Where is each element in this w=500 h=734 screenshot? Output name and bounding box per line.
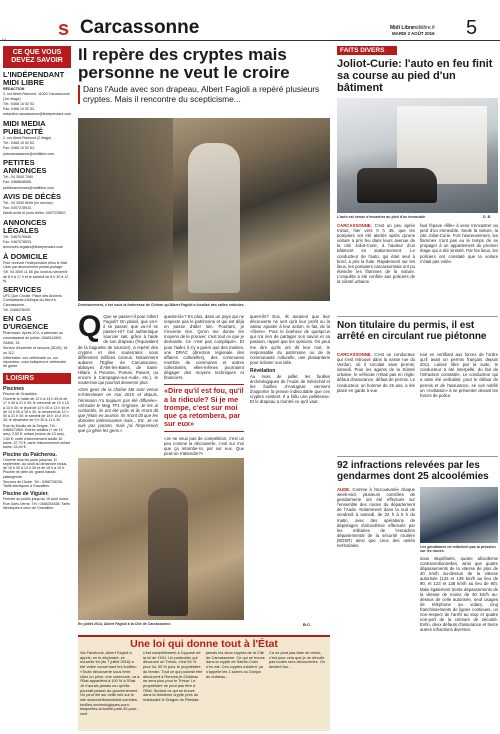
page-header [0,0,500,42]
fire-body-col-2: faut l'épave «fille» à venir s'encastrer au pied d'un immeuble. Seule la voiture, la cité Joliot-Curie. Fort heureusement, les flammes n'ont pas eu le temps de se propager à un appartement du premier étage qui a été sinistré. Par les lieux, les policiers ont constaté que la voiture n'était pas volée. [420,223,498,264]
sidebar-block-title: ANNONCES LÉGALES [3,217,47,235]
gendarmes-body-text: Comme à l'accoutumée chaque week-end, plusieurs contrôles de gendarmerie ont été effectués sur l'ensemble des routes du département de l'Aude. Notamment dans la nuit de vendredi à samedi, de 22 h à 5 h du matin, avec des opérations de dépistages d'alcoolémie effectués par les militaires de l'escadron départemental de la sécurité routière (EDSR) ainsi que ceux des unités territoriales. [337,487,415,549]
main-headline: Il repère des cryptes mais personne ne veut le croire [78,45,290,82]
paper-name: Midi Libre [390,25,414,31]
sidebar-block-line: Fax: 0467078933. [3,240,32,245]
sidebar-block-line: Fax: 0497378933. [3,206,32,211]
body-col-3 [250,314,330,405]
body-col-1 [78,310,158,434]
page-number: 5 [466,17,478,39]
sidebar-block-line: Fax: 0468 10 52 63. [3,146,35,151]
main-photo-caption: Dorénavement, c'est sous la forteresse de Chinon qu'Albert Fagioli a localisé des salles enfouies. [78,303,245,307]
box-col-3: jamais les deux cryptes de la Cité de Carcassonne. Ce qui se trouve dans la crypte de Sainte-Croix n'en est. Ces cryptes existent: ça s'appelle les 2 autres du Donjon au château... [206,650,265,679]
car-photo-credit: D. B. [483,215,492,219]
fire-body-lead: CARCASSONNE. [337,223,372,228]
gendarmes-body-col-1 [337,487,415,548]
fire-body-col-1 [337,223,415,284]
gendarmes-headline: 92 infractions relevées par les gendarmes dont 25 alcoolémies [337,460,489,483]
sidebar-block-title: EN CAS D'URGENCE [3,314,49,332]
loisirs-item-line: Rue Jules-Verne. Tél.: 0468251638. Tarifs identiques à ceux de Grazailles. [3,501,70,511]
sidebar-block-line: Pharmacie: Après 20 h, s'adresser au commissariat de police, 0468112800. [3,331,63,340]
sidebar-block-line: Service d'incendie et secours (SDIS): 18 ou 112. [3,346,68,355]
rule-1 [337,316,498,317]
body-col-3-text: quent-ils? Eux, ils auraient que leur découverte ne sert qu'à leur profit ou la valeur ajoutée à leur action, le fait, de la «fièvre». Pour le bonheur de quelqu'un qui n'a rien de partager son savoir et sa passion, rappel que les opinions. On peut me dire qu'ils ont dit leur mot, le responsable du patrimoine ou de la communauté culturelle, une plaisanterie pour éclairer son idée. [250,314,330,365]
body-col-1b-text: «Des gens de la chaîne M6 sont venus m'interviewer en mai 2015 et depuis, l'émission n'a toujours pas été diffusée». «Ensuite le Mag TF1 m'ignore. Je les ai contactés, ils ont été polis et ils m'ont dit que j'étais en avance. Ils m'ont dit que les données intéressantes mais... Etc. Je ne suis pas parano, mais j'ai l'impression que ça gêne les gens.» [78,387,158,434]
sidebar-block-line: redaction.carcassonne@lindependant.com [3,112,71,117]
sidebar-block-line: 2, rue Aimé-Ramond, 11000 Carcassonne (1er étage). [3,92,70,101]
loisirs-item-line: Ouverte le matin de 12 h à 13 h 45 et de 17 h 45 à 21 h 30; le mercredi de 10 h 15 à 13 h 30; le jeudi de 12 h 00 à 13 h 45 et de 14 h 00 à 18 h 30; le vendredi de 12 h 00 à 21 h 30; le samedi de 18 h 15 à 19 h 30; le dimanche de 9 h 30 à 11 h 30. [3,396,70,423]
info-sidebar [3,46,71,732]
sidebar-block-title: L'INDÉPENDANT MIDI LIBRE [3,70,65,87]
sidebar-block-line: 2, rue Aimé-Ramond (2 étage). [3,135,53,140]
rule-2 [337,456,498,457]
sidebar-block-line: Week-ends et jours fériés: 0497378807. [3,211,67,216]
sidebar-heading: CE QUE VOUS DEVEZ SAVOIR [3,46,71,68]
fire-body [337,223,498,313]
header-rule [0,40,500,41]
site-name: midilibre.fr [412,25,436,31]
photo2-figure [148,488,188,616]
pull-quote: «Dire qu'il est fou, qu'il a la ridicule? Si je me trompe, c'est sur moi que ça retombera, par sur eux» [164,384,244,431]
legal-box-title: Une loi qui donne tout à l'État [130,638,278,650]
permit-body [337,352,498,452]
sidebar-block-line: Tél.: 0468 10 52 52. [3,101,35,106]
sidebar-block-line: Fax: 0468848085. [3,180,32,185]
sidebar-block-line: Tél.: 0468 10 52 62. [3,141,35,146]
sidebar-block-title: PETITES ANNONCES [3,157,47,175]
drop-cap: Q [78,310,102,343]
car-wreck-shape [357,168,437,203]
sidebar-block-title: SERVICES [3,285,42,295]
sidebar-block-line: UFC Que Choisir: Place des Anciens Combattants d'Afrique-du-Nord à Carcassonne. [3,294,62,307]
sidebar-block-line: Fax: 0468 10 52 53. [3,107,35,112]
loisirs-item-title: Piscines [3,385,25,392]
loisirs-item-line: Secours de l'Aube. Tél.: 0468728236. Tarifs identiques à Grazailles. [3,480,63,489]
gendarmes-photo-caption: Les gendarmes ne relâchent pas la pression sur les routes. [420,545,496,554]
body-col-3b-text: Au mois de juillet, les fouilles archéologiques de l'Aude de Sénéchal et les fouilles d'Antugnac viennent d'apporter la preuve indiscutable que ces cryptes existent. Il a fallu une pelleteuse. Et le drapeau a montré ce qu'il vaut. [250,373,330,405]
permit-headline: Non titulaire du permis, il est arrêté en circulant rue piétonne [337,320,487,343]
main-photo [78,118,330,301]
body-col-1-text: Que se passe-t-il pour Albert Fagioli? On plaisir, que va-t-il se passer, que va-t-il se passer-t-il? Cet authentique sourcier sait, grâce à l'aide de son drapeau (l'équivalent de la baguette de sourcier), a repéré des cryptes et des souterrains sous différentes édifices connus. Notamment aubans: l'Eglise de Carcassonne, abbayes d'Alet-les-Bains, de Saint-Hilaire, à Pieusse, Pomas, Puivert, ou encore à Campagne-sur-Aude, etc.), le souterrain qui pourrait desservir plus. [78,314,158,386]
permit-body-col-1 [337,352,415,393]
photo-arch [78,118,173,301]
sidebar-block-line: Tél.: 04 3000 8008 (en service). [3,200,54,205]
loisirs-item-line: Rue du Moulin-de-la-Seigne. Tél.: 0468471860. Entrée adultes (+ de 13 ans), 2,50 €; enfant (moins de 13 ans), 1,60 €; carte d'abonnement adulte 30 bains, 47,70 €; carte d'abonnement enfant bains: 24,40 €. [3,423,71,450]
sidebar-block-line: Tél. 0468478430. [3,308,31,313]
permit-body-lead: CARCASSONNE. [337,352,372,357]
body-col-3-subhead: Révélation [250,367,276,374]
gendarmes-body-col-2: sous stupéfiants, quatre alcoolémie contraventionnelles, ainsi que quatre dépassements de la vitesse de plus de 40 km/h au-dessus de la vitesse autorisée (133 et 139 km/h au lieu de 90, et 123 et 138 km/h au lieu de 90). Mais également trente dépassements de la vitesse de moins de 40 km/h au-dessus de celle autorisée, neuf usages de téléphone au volant, cinq franchissements de lignes continues, un non-respect de l'arrêt au stop et quatre non-port de la ceinture de sécurité. Enfin, deux défauts d'assurance et treize autres infractions diverses. [420,556,498,633]
sidebar-block-title: MIDI MEDIA PUBLICITÉ [3,118,46,136]
main-article [78,46,330,732]
issue-date: MARDI 2 AOÛT 2016 [392,31,435,36]
loisirs-item-title: Piscine de Viguier. [3,490,49,497]
body-col-2-text: queste-là»? En plus, dans un pays qui ne respecte pas le patrimoine et qui est déjà en passe d'aller loin. Pourtant, je n'invente rien. Qu'on me donne les moyens de le prouver, c'est tout ce que je demande. Ce n'est pas compliqué». Et pour l'aider, il s'y a guère que des mairies, une DRAC (direction régionale des affaires culturelles), des communes membre de communes et autres collectivités, elles-mêmes pourraient dégager des moyens techniques et financiers. [164,314,244,381]
sidebar-block-line: Tél. 04 3000 11 66 (du lundi au vendredi de 8 h à 17 h et le samedi de 8 h 30 à 12 h). [3,270,69,283]
sidebar-block-line: Pour recevoir l'Indépendant et/ou le Midi Libre par abonnement postal-portage. [3,260,68,269]
sidebar-blocks [3,71,71,369]
sidebar-block-title: À DOMICILE [3,251,48,261]
gendarmes-photo [420,487,498,543]
legal-box [78,635,330,731]
loisirs-item-line: Fermée au public jusqu'au 15 août inclus. [3,496,70,501]
permit-body-col-2: tout en certifiant aux forces de l'ordre qu'il avait un permis français depuis 2011. Laissé libre par la suite, le conducteur a été interpellé, du fait de l'infraction constatée. Le conducteur qui a ainsi été verbalisé, pour le défaut de permis et de l'assurance, se voit notifié un «invitation» à se présenter devant les forces de police. [420,352,498,398]
section-name: Carcassonne [80,17,200,38]
sidebar-block-line: pubcarcassonne@midilibre.com [3,151,55,156]
car-photo-caption: L'auto est venue s'encastrer au pied d'un immeuble. [337,215,427,219]
sidebar-block-line: RÉDACTION [3,87,25,91]
body-col-2 [164,314,244,456]
box-col-2: c'est complètement à l'opposé de la loi de 1941. Un particulier qui découvre un Trésor, c'est 50 % pour lui, 50 % pour le propriétaire du terrain. Tout ce qui pourrait être découvert à Rennes-le-Château ne sera plus pour le Trésor. Le propriétaire ne peut pas être à l'Etat. Surtout ce qui se trouve dans la troisième crypte près du restaurant le Dragon de Rhedae. [143,650,203,703]
article-signature: B.C. [303,622,311,627]
loisirs-item-line: Piscine de Grazailles. [3,391,38,396]
main-body [78,310,330,630]
gendarmes-body [337,487,498,732]
car-fire-photo [337,98,498,213]
secondary-photo [78,458,244,620]
box-col-1: Via Facebook, Albert Fagioli a appris, en le déplorant, ce nouvelle loi (du 7 juillet 2016) a été votée concernant les fouilles: «Toute découverte sous terre, chez un privé, une commune, va à l'Etat appartient à 100 % à l'Etat. Je n'aurais jamais cru qu'elle pourrait passer au gouvernement. On peut lire sur cette info sur le site www.latribunedelart.com/des-fouilles-archeologiques-pour-lesquelles-la-fouille-paie-30-pour-cent [80,650,140,717]
gendarmes-body-lead: AUDE. [337,487,351,492]
sidebar-block-title: AVIS DE DÉCÈS [3,191,62,201]
main-deck: Dans l'Aude avec son drapeau, Albert Fagioli a repéré plusieurs cryptes. Mais il rencontre du scepticisme... [78,85,330,104]
sidebar-block-line: Tél.: 04 3000 7080. [3,174,34,179]
section-letter: s [58,18,70,40]
loisirs-item-line: Ouverte tous les jours jusqu'au 11 septembre, du lundi au dimanche inclus, de 10 h 30 à 13 h 30 et de 15 h à 19 h. Piscine de plein air, grand bassin, pataugeoire. [3,457,68,479]
box-col-4: Ca ne peut pas faire de trésor, c'est pour cela que je ne dévoile pas toutes mes découvertes. On devient fou... [269,650,326,670]
sidebar-block-line: Tél.: 0467076546. [3,234,32,239]
loisirs-items [3,386,71,511]
photo-figure [188,143,240,293]
sidebar-block-line: annonces-legales@lindependant.com [3,245,64,250]
body-col-2b-text: «Je ne veux pas de compétition, c'est un peu comme la découverte, c'est sur moi que ça retombe-ra, par sur eux. Que peut-on s'attendre?» [164,435,244,456]
sidebar-block-line: SAMU: 15. [3,340,21,345]
fire-body-text: C'est un peu après minuit, hier vers 0 h 45, que les pompiers ont été alertés après qu'une voiture a pris feu dans leurs avenue de la cité Joliot-Curie, à hauteur d'un bâtiment en stationnement. Le conducteur de l'auto, qui était seul à bord, a pris la fuite. Rapidement sur les lieux, les pompiers carcassonnais ont pu éteindre les flammes de la voiture. L'enquête a été confiée aux policiers de la sûreté urbaine. [337,223,415,285]
fire-headline: Joliot-Curie: l'auto en feu finit sa course au pied d'un bâtiment [337,58,493,94]
right-column [337,46,498,732]
sidebar-block-line: Vétérinaire: voir vétérinaire ou, sur répondeur, vous indiquera le vétérinaire de garde. [3,355,67,369]
loisirs-heading: LOISIRS [3,373,71,384]
secondary-photo-caption: En juillet 2014, Albert Fagioli à la Cité de Carcassonne. [78,622,172,626]
faits-divers-label: FAITS DIVERS [337,46,397,55]
loisirs-item-title: Piscine du Païcherou. [3,451,57,458]
permit-body-text: C'est un conducteur qui s'est retrouvé dans la nasse rue du Verdun, où il circulait sans permis, samedi. Pour les agents de la Sûreté urbaine, le véhicule n'était pas en règle: défaut d'assurance, défaut de permis. Le conducteur, un homme de 26 ans, a été placé en garde à vue. [337,352,415,393]
sidebar-block-line: petitesannonces@midilibre.com [3,185,54,190]
